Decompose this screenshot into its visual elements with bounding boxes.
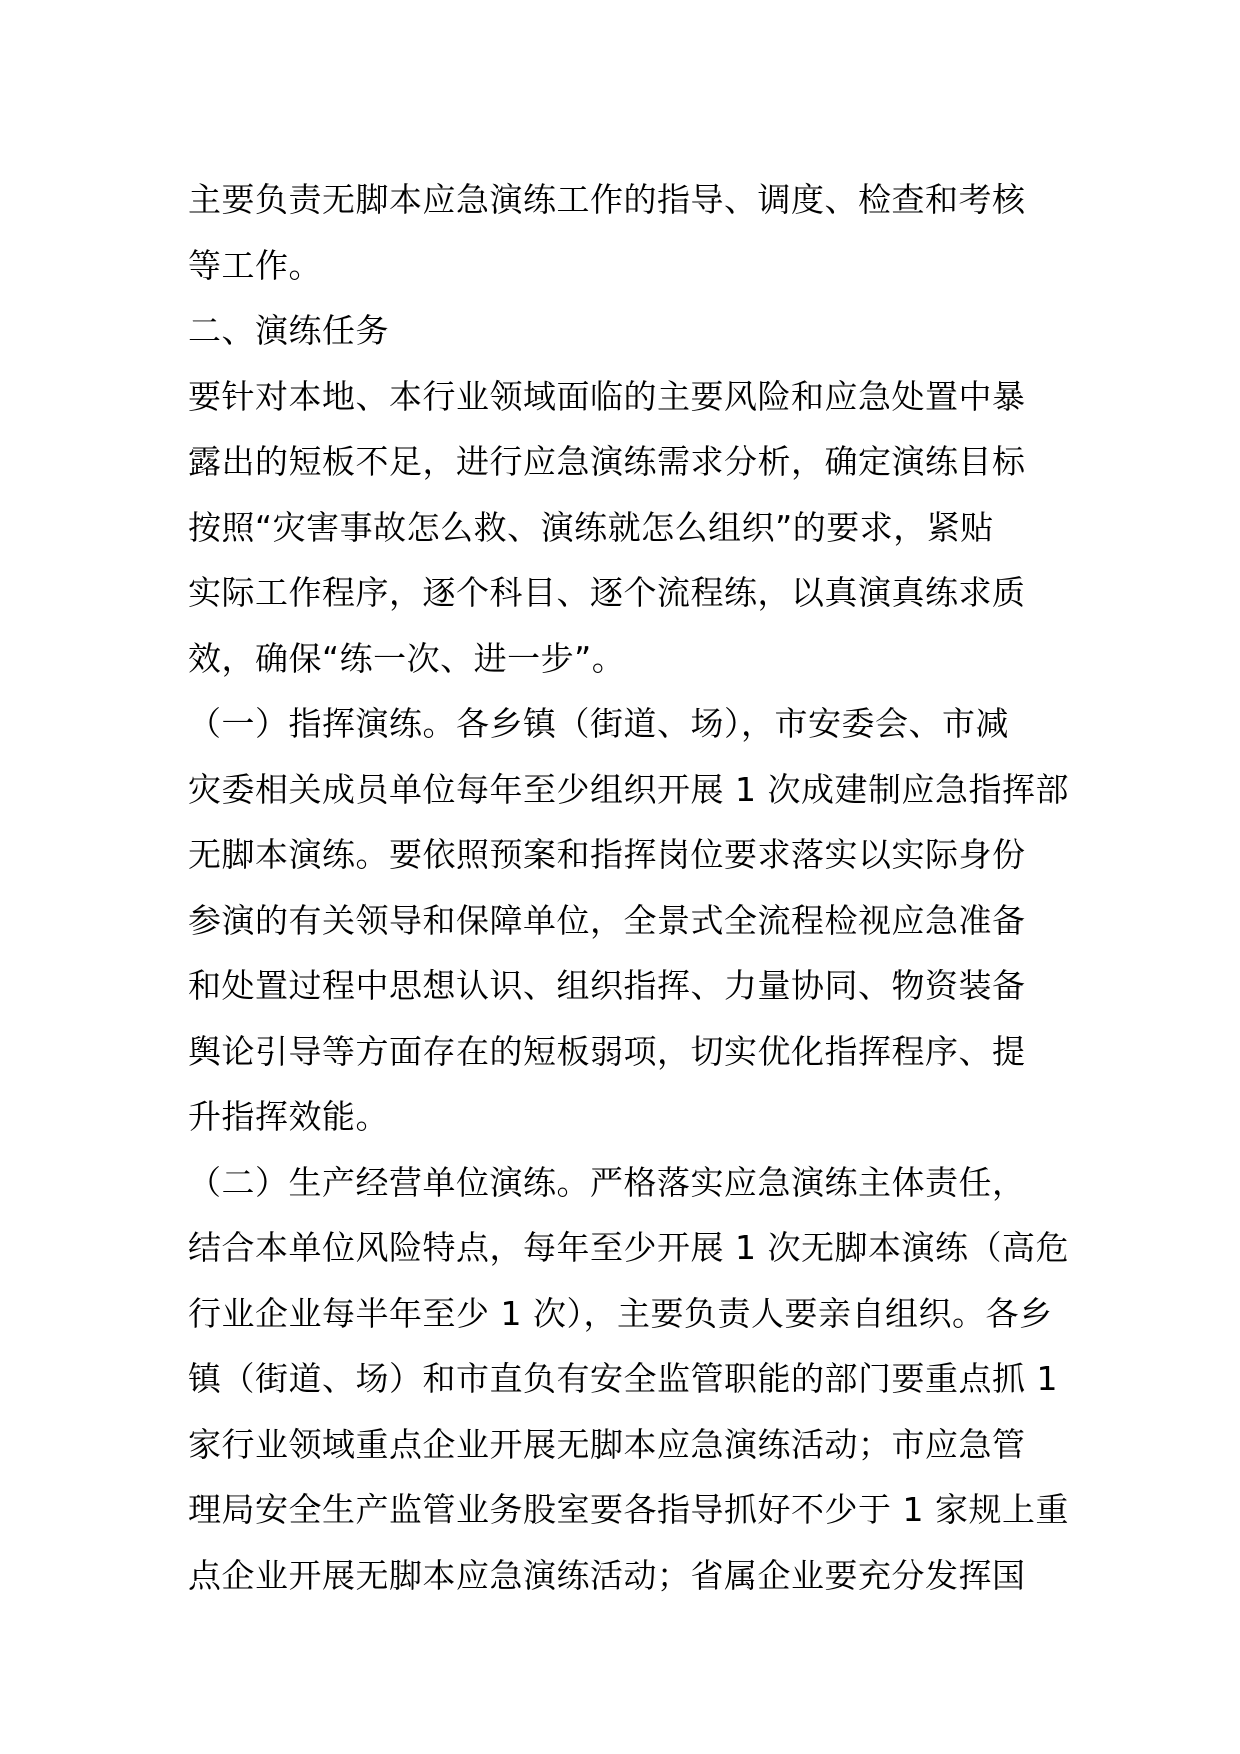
text-line: 主要负责无脚本应急演练工作的指导、调度、检查和考核 <box>188 180 1026 219</box>
text-line: 结合本单位风险特点，每年至少开展 1 次无脚本演练（高危 <box>188 1228 1069 1267</box>
text-line: 无脚本演练。要依照预案和指挥岗位要求落实以实际身份 <box>188 835 1026 874</box>
text-line: 实际工作程序，逐个科目、逐个流程练，以真演真练求质 <box>188 573 1026 612</box>
text-line: 理局安全生产监管业务股室要各指导抓好不少于 1 家规上重 <box>188 1490 1069 1529</box>
text-line: （一）指挥演练。各乡镇（街道、场），市安委会、市减 <box>188 704 1009 743</box>
text-line: 家行业领域重点企业开展无脚本应急演练活动；市应急管 <box>188 1424 1026 1464</box>
text-line: 等工作。 <box>188 245 322 285</box>
text-line: 按照“灾害事故怎么救、演练就怎么组织”的要求，紧贴 <box>188 507 994 547</box>
text-line: 升指挥效能。 <box>188 1097 389 1136</box>
text-line: 效，确保“练一次、进一步”。 <box>188 638 626 678</box>
text-line: 露出的短板不足，进行应急演练需求分析，确定演练目标 <box>188 442 1026 481</box>
text-line: 和处置过程中思想认识、组织指挥、力量协同、物资装备 <box>188 966 1026 1005</box>
document-body <box>188 167 1068 1608</box>
text-line: 舆论引导等方面存在的短板弱项，切实优化指挥程序、提 <box>188 1031 1026 1071</box>
text-line: 参演的有关领导和保障单位，全景式全流程检视应急准备 <box>188 900 1026 940</box>
text-line: 行业企业每半年至少 1 次），主要负责人要亲自组织。各乡 <box>188 1293 1053 1333</box>
text-line: 镇（街道、场）和市直负有安全监管职能的部门要重点抓 1 <box>188 1359 1058 1398</box>
section-heading: 二、演练任务 <box>188 311 389 350</box>
text-line: 要针对本地、本行业领域面临的主要风险和应急处置中暴 <box>188 376 1026 416</box>
text-line: 点企业开展无脚本应急演练活动；省属企业要充分发挥国 <box>188 1555 1026 1595</box>
text-line: （二）生产经营单位演练。严格落实应急演练主体责任， <box>188 1162 1026 1202</box>
text-line: 灾委相关成员单位每年至少组织开展 1 次成建制应急指挥部 <box>188 769 1069 809</box>
